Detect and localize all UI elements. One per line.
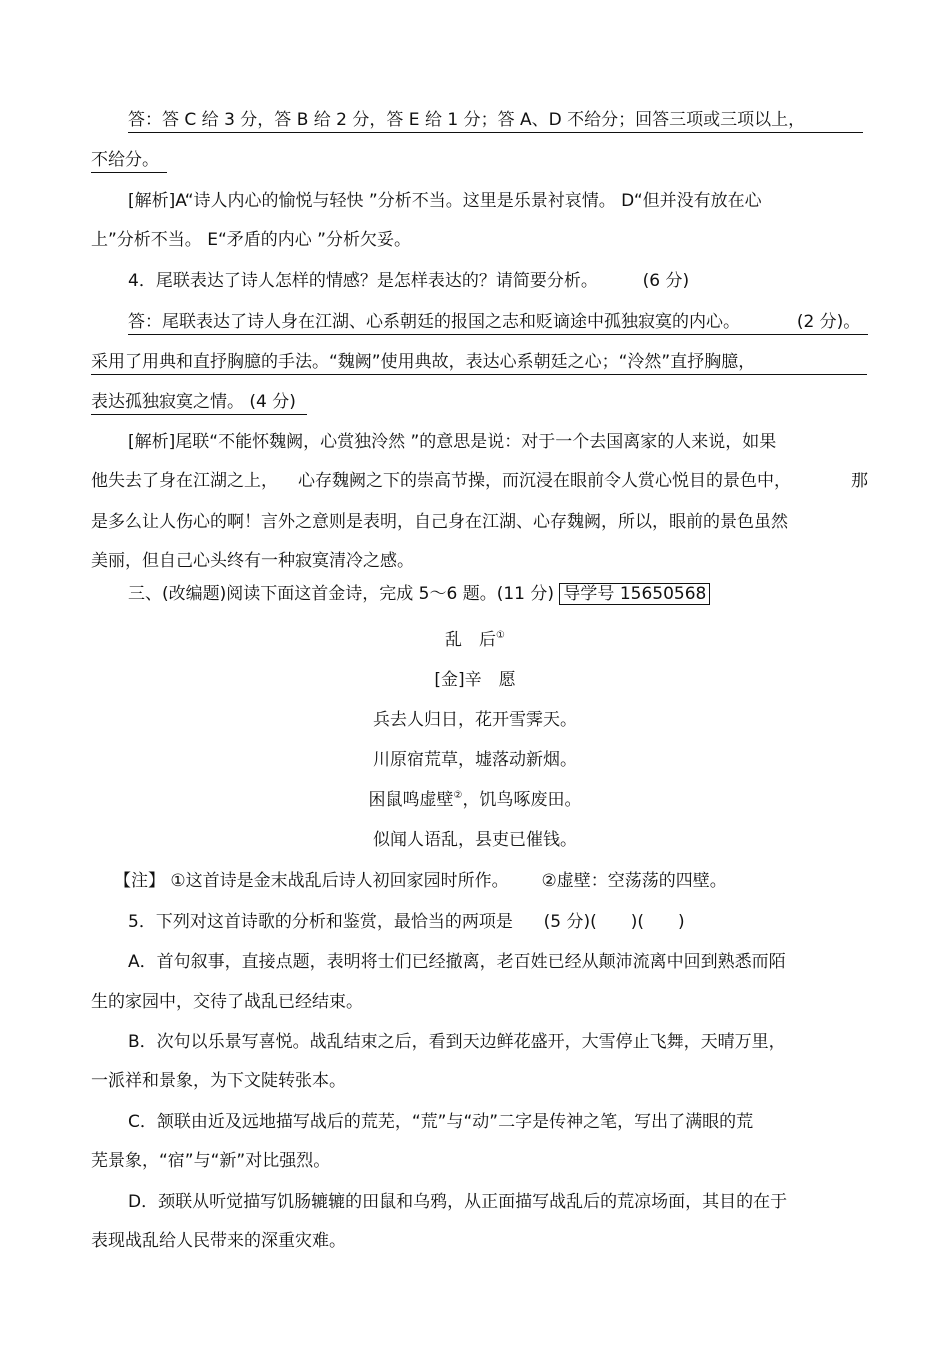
- option-c-line-1: C．颔联由近及远地描写战后的荒芜，“荒”与“动”二字是传神之笔，写出了满眼的荒: [128, 1112, 754, 1132]
- analysis-4-line-4: 美丽，但自己心头终有一种寂寞清冷之感。: [91, 551, 414, 571]
- poem-author: [金]辛 愿: [434, 670, 516, 690]
- question-5: [128, 910, 685, 934]
- answer-4-score-1: (2 分)。: [796, 312, 861, 332]
- poem-title-note-marker: ①: [496, 630, 505, 641]
- poem-line-3-part-a: 困鼠鸣虚壁: [368, 790, 454, 810]
- guide-number-box: 导学号 15650568: [559, 583, 710, 605]
- analysis-4-line-2b: 心存魏阙之下的崇高节操，而沉浸在眼前令人赏心悦目的景色中，: [298, 471, 791, 491]
- answer-3-text-1: 答：答 C 给 3 分，答 B 给 2 分，答 E 给 1 分；答 A、D 不给分；回答三项或三项以上，: [128, 110, 806, 130]
- answer-4-line-2: 采用了用典和直抒胸臆的手法。“魏阙”使用典故，表达心系朝廷之心；“泠然”直抒胸臆，: [91, 350, 867, 375]
- option-b-line-2: 一派祥和景象，为下文陡转张本。: [91, 1071, 346, 1091]
- analysis-4-line-1: [解析]尾联“不能怀魏阙，心赏独泠然 ”的意思是说：对于一个去国离家的人来说，如果: [128, 432, 777, 452]
- answer-3-line-2: [91, 148, 167, 173]
- note-1: ①这首诗是金末战乱后诗人初回家园时所作。: [170, 871, 509, 891]
- poem-line-1: 兵去人归日，花开雪霁天。: [373, 710, 577, 730]
- option-c-line-2: 芜景象，“宿”与“新”对比强烈。: [91, 1151, 331, 1171]
- analysis-4-line-3: 是多么让人伤心的啊！言外之意则是表明，自己身在江湖、心存魏阙，所以，眼前的景色虽然: [91, 512, 788, 532]
- poem-line-3-note-marker: ②: [453, 790, 463, 801]
- option-b-line-1: B．次句以乐景写喜悦。战乱结束之后，看到天边鲜花盛开，大雪停止飞舞，天晴万里，: [128, 1032, 786, 1052]
- poem-line-3-part-b: ，饥鸟啄废田。: [462, 790, 582, 810]
- notes-label: 【注】: [114, 871, 165, 891]
- question-4-score: (6 分): [642, 271, 690, 291]
- poem-line-4: 似闻人语乱，县吏已催钱。: [373, 830, 577, 850]
- analysis-4-line-2c: 那: [851, 471, 868, 491]
- analysis-3-line-1: [解析]A“诗人内心的愉悦与轻快 ”分析不当。这里是乐景衬哀情。 D“但并没有放在心: [128, 191, 762, 211]
- analysis-4-line-2a: 他失去了身在江湖之上，: [91, 471, 278, 491]
- answer-4-line-3: 表达孤独寂寞之情。 (4 分): [91, 390, 307, 415]
- analysis-3-line-2: 上”分析不当。 E“矛盾的内心 ”分析欠妥。: [91, 230, 411, 250]
- answer-4-text-1: 答：尾联表达了诗人身在江湖、心系朝廷的报国之志和贬谪途中孤独寂寞的内心。: [128, 312, 740, 332]
- option-d-line-1: D．颈联从听觉描写饥肠辘辘的田鼠和乌鸦，从正面描写战乱后的荒凉场面，其目的在于: [128, 1192, 788, 1212]
- question-5-text: 5．下列对这首诗歌的分析和鉴赏，最恰当的两项是: [128, 912, 513, 932]
- answer-3-line-1: [128, 108, 863, 133]
- poem-notes: [114, 869, 727, 893]
- option-d-line-2: 表现战乱给人民带来的深重灾难。: [91, 1231, 346, 1251]
- option-a-line-1: A．首句叙事，直接点题，表明将士们已经撤离，老百姓已经从颠沛流离中回到熟悉而陌: [128, 952, 786, 972]
- poem-line-2: 川原宿荒草，墟落动新烟。: [373, 750, 577, 770]
- answer-4-line-1: [128, 310, 868, 335]
- question-4: [128, 269, 689, 293]
- question-4-text: 4．尾联表达了诗人怎样的情感？是怎样表达的？请简要分析。: [128, 271, 598, 291]
- poem-line-3: [0, 788, 950, 812]
- answer-3-text-2: 不给分。: [91, 150, 159, 170]
- section-3-heading: [128, 582, 710, 606]
- question-5-score: (5 分)( )( ): [543, 912, 685, 932]
- poem-title-text: 乱 后: [445, 630, 497, 650]
- section-3-text: 三、(改编题)阅读下面这首金诗，完成 5～6 题。(11 分): [128, 584, 555, 604]
- option-a-line-2: 生的家园中，交待了战乱已经结束。: [91, 992, 363, 1012]
- note-2: ②虚壁：空荡荡的四壁。: [541, 871, 727, 891]
- poem-title: [0, 628, 950, 652]
